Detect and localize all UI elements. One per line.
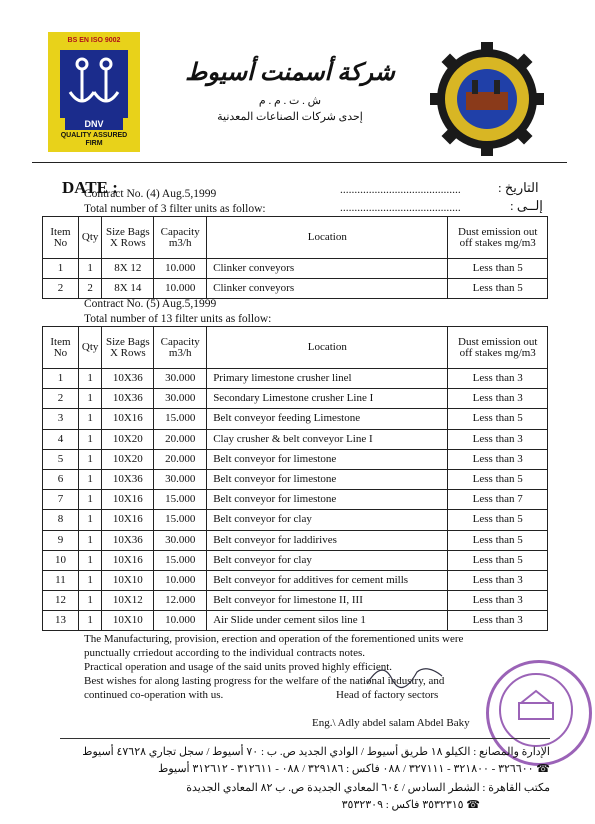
cell-qty: 1 [78, 259, 102, 279]
contract5-table [42, 326, 548, 631]
cell-item: 9 [43, 530, 79, 550]
cell-dust: Less than 7 [448, 490, 548, 510]
cell-dust: Less than 3 [448, 429, 548, 449]
cell-location: Secondary Limestone crusher Line I [207, 389, 448, 409]
cell-capacity: 20.000 [154, 429, 207, 449]
cell-capacity: 10.000 [154, 570, 207, 590]
para-line: punctually crriedout according to the individual contracts notes. [84, 647, 366, 659]
table-row [43, 510, 548, 530]
cell-capacity: 20.000 [154, 449, 207, 469]
cell-location: Belt conveyor for limestone [207, 469, 448, 489]
anchor-emblem-icon [60, 50, 128, 118]
cell-dust: Less than 5 [448, 409, 548, 429]
cell-capacity: 10.000 [154, 611, 207, 631]
to-dots: .......................................... [340, 202, 461, 214]
col-header-item: Item No [43, 327, 79, 369]
cell-capacity: 30.000 [154, 530, 207, 550]
cell-qty: 1 [78, 591, 102, 611]
cell-item: 2 [43, 279, 79, 299]
cell-qty: 1 [78, 530, 102, 550]
footer-cairo-phones: ☎ ٣٥٣٢٣١٥ فاكس : ٣٥٣٢٣٠٩ [341, 799, 480, 811]
cell-qty: 1 [78, 490, 102, 510]
cell-location: Belt conveyor for clay [207, 550, 448, 570]
cell-location: Belt conveyor for laddirives [207, 530, 448, 550]
cell-item: 5 [43, 449, 79, 469]
table-row [43, 429, 548, 449]
cell-qty: 1 [78, 510, 102, 530]
cell-location: Belt conveyor for clay [207, 510, 448, 530]
col-header-dust: Dust emission out off stakes mg/m3 [448, 217, 548, 259]
cell-size: 10X20 [102, 429, 154, 449]
cell-item: 13 [43, 611, 79, 631]
header-divider [32, 162, 567, 163]
cell-location: Belt conveyor for limestone [207, 490, 448, 510]
company-name: شركة أسمنت أسيوط [185, 60, 395, 86]
cell-item: 8 [43, 510, 79, 530]
cell-dust: Less than 3 [448, 369, 548, 389]
handwritten-signature [362, 654, 452, 694]
cell-location: Belt conveyor for limestone [207, 449, 448, 469]
table-row [43, 550, 548, 570]
cell-item: 7 [43, 490, 79, 510]
col-header-size: Size Bags X Rows [102, 327, 154, 369]
contract5-title: Contract No. (5) Aug.5,1999 [84, 298, 217, 310]
closing-text [84, 632, 544, 702]
quality-assured-line: QUALITY ASSURED [60, 132, 128, 139]
cell-location: Primary limestone crusher linel [207, 369, 448, 389]
cell-dust: Less than 3 [448, 570, 548, 590]
cell-size: 10X16 [102, 490, 154, 510]
iso-standard-label: BS EN ISO 9002 [67, 37, 121, 44]
col-header-qty: Qty [78, 217, 102, 259]
table-row [43, 449, 548, 469]
cell-size: 8X 14 [102, 279, 154, 299]
date-ar-label: التاريخ : [498, 180, 539, 195]
cell-size: 10X10 [102, 611, 154, 631]
table-row [43, 530, 548, 550]
cell-size: 10X16 [102, 550, 154, 570]
cell-size: 10X16 [102, 409, 154, 429]
footer-phones: ☎ ٣٢٦٦٠٠ - ٣٢١٨٠٠ - ٣٢٧١١١ / ٠٨٨ فاكس : ٣٢٩١٨٦ / ٠٨٨ - ٣١٢٦١١ - ٣١٢٦١٢ أسيوط [158, 763, 550, 775]
cell-item: 1 [43, 369, 79, 389]
cell-item: 11 [43, 570, 79, 590]
cell-item: 6 [43, 469, 79, 489]
cell-capacity: 12.000 [154, 591, 207, 611]
cell-qty: 1 [78, 389, 102, 409]
cell-qty: 1 [78, 449, 102, 469]
cell-size: 10X36 [102, 389, 154, 409]
cell-item: 3 [43, 409, 79, 429]
cell-size: 10X12 [102, 591, 154, 611]
col-header-qty: Qty [78, 327, 102, 369]
quality-assured-text [48, 132, 140, 148]
cell-dust: Less than 5 [448, 510, 548, 530]
cell-dust: Less than 5 [448, 550, 548, 570]
cell-location: Clinker conveyors [207, 279, 448, 299]
table-row [43, 259, 548, 279]
cell-dust: Less than 3 [448, 591, 548, 611]
contract4-title: Contract No. (4) Aug.5,1999 [84, 188, 217, 200]
table-row [43, 611, 548, 631]
dnv-mark: DNV [65, 118, 123, 130]
table-row [43, 469, 548, 489]
table-header-row [43, 217, 548, 259]
cell-dust: Less than 5 [448, 279, 548, 299]
contract4-summary: Total number of 3 filter units as follow: [84, 203, 266, 215]
signer-title: Head of factory sectors [336, 689, 439, 701]
para-line: continued co-operation with us. [84, 689, 224, 701]
cell-capacity: 30.000 [154, 389, 207, 409]
table-row [43, 279, 548, 299]
cell-size: 10X16 [102, 510, 154, 530]
cell-capacity: 30.000 [154, 369, 207, 389]
table-row [43, 570, 548, 590]
table-row [43, 389, 548, 409]
cell-location: Belt conveyor for limestone II, III [207, 591, 448, 611]
cell-item: 2 [43, 389, 79, 409]
cell-capacity: 10.000 [154, 279, 207, 299]
col-header-item: Item No [43, 217, 79, 259]
iso-certification-logo [48, 32, 140, 152]
cell-item: 4 [43, 429, 79, 449]
cell-qty: 1 [78, 429, 102, 449]
cell-capacity: 15.000 [154, 510, 207, 530]
col-header-size: Size Bags X Rows [102, 217, 154, 259]
table-row [43, 409, 548, 429]
cell-dust: Less than 5 [448, 469, 548, 489]
cell-dust: Less than 3 [448, 611, 548, 631]
cell-dust: Less than 5 [448, 530, 548, 550]
cell-dust: Less than 3 [448, 389, 548, 409]
table-header-row [43, 327, 548, 369]
table-row [43, 490, 548, 510]
cell-capacity: 15.000 [154, 550, 207, 570]
table-row [43, 369, 548, 389]
col-header-location: Location [207, 327, 448, 369]
footer-divider [60, 738, 550, 739]
col-header-capacity: Capacity m3/h [154, 217, 207, 259]
cell-capacity: 30.000 [154, 469, 207, 489]
cell-capacity: 10.000 [154, 259, 207, 279]
col-header-location: Location [207, 217, 448, 259]
cell-item: 12 [43, 591, 79, 611]
cell-dust: Less than 5 [448, 259, 548, 279]
signer-name: Eng.\ Adly abdel salam Abdel Baky [312, 717, 470, 729]
cell-capacity: 15.000 [154, 409, 207, 429]
cell-location: Belt conveyor for additives for cement mills [207, 570, 448, 590]
company-type: ش . ت . م . م [258, 95, 322, 107]
cell-capacity: 15.000 [154, 490, 207, 510]
para-line: The Manufacturing, provision, erection and operation of the forementioned units were [84, 633, 464, 645]
cell-qty: 1 [78, 611, 102, 631]
to-ar-label: إلــى : [510, 198, 543, 213]
date-dots: .......................................... [340, 184, 461, 196]
cell-qty: 1 [78, 409, 102, 429]
company-group: إحدى شركات الصناعات المعدنية [217, 111, 363, 123]
date-label: DATE : [62, 178, 118, 197]
footer-address: الإدارة والمصانع : الكيلو ١٨ طريق أسيوط / الوادي الجديد ص. ب : ٧٠ أسيوط / سجل تجاري ٤٧٦٢٨ أسيوط [82, 746, 550, 758]
para-line: Best wishes for along lasting progress for the welfare of the national industry, and [84, 675, 445, 687]
company-seal-logo [428, 40, 546, 158]
table-row [43, 591, 548, 611]
cell-location: Clinker conveyors [207, 259, 448, 279]
contract5-summary: Total number of 13 filter units as follow: [84, 313, 272, 325]
cell-qty: 1 [78, 550, 102, 570]
cell-qty: 1 [78, 570, 102, 590]
cell-location: Clay crusher & belt conveyor Line I [207, 429, 448, 449]
col-header-dust: Dust emission out off stakes mg/m3 [448, 327, 548, 369]
cell-size: 10X36 [102, 469, 154, 489]
cell-qty: 1 [78, 469, 102, 489]
cell-size: 10X36 [102, 530, 154, 550]
cell-item: 10 [43, 550, 79, 570]
cell-item: 1 [43, 259, 79, 279]
cell-dust: Less than 3 [448, 449, 548, 469]
cell-size: 10X10 [102, 570, 154, 590]
cell-location: Air Slide under cement silos line 1 [207, 611, 448, 631]
para-line: Practical operation and usage of the said units proved highly efficient. [84, 661, 393, 673]
contract4-table [42, 216, 548, 299]
cell-size: 10X36 [102, 369, 154, 389]
cell-size: 10X20 [102, 449, 154, 469]
cell-size: 8X 12 [102, 259, 154, 279]
cell-location: Belt conveyor feeding Limestone [207, 409, 448, 429]
cell-qty: 2 [78, 279, 102, 299]
col-header-capacity: Capacity m3/h [154, 327, 207, 369]
footer-cairo-office: مكتب القاهرة : الشطر السادس / ٦٠٤ المعادي الجديدة ص. ب ٨٢ المعادي الجديدة [186, 782, 550, 794]
firm-line: FIRM [85, 140, 103, 147]
cell-qty: 1 [78, 369, 102, 389]
